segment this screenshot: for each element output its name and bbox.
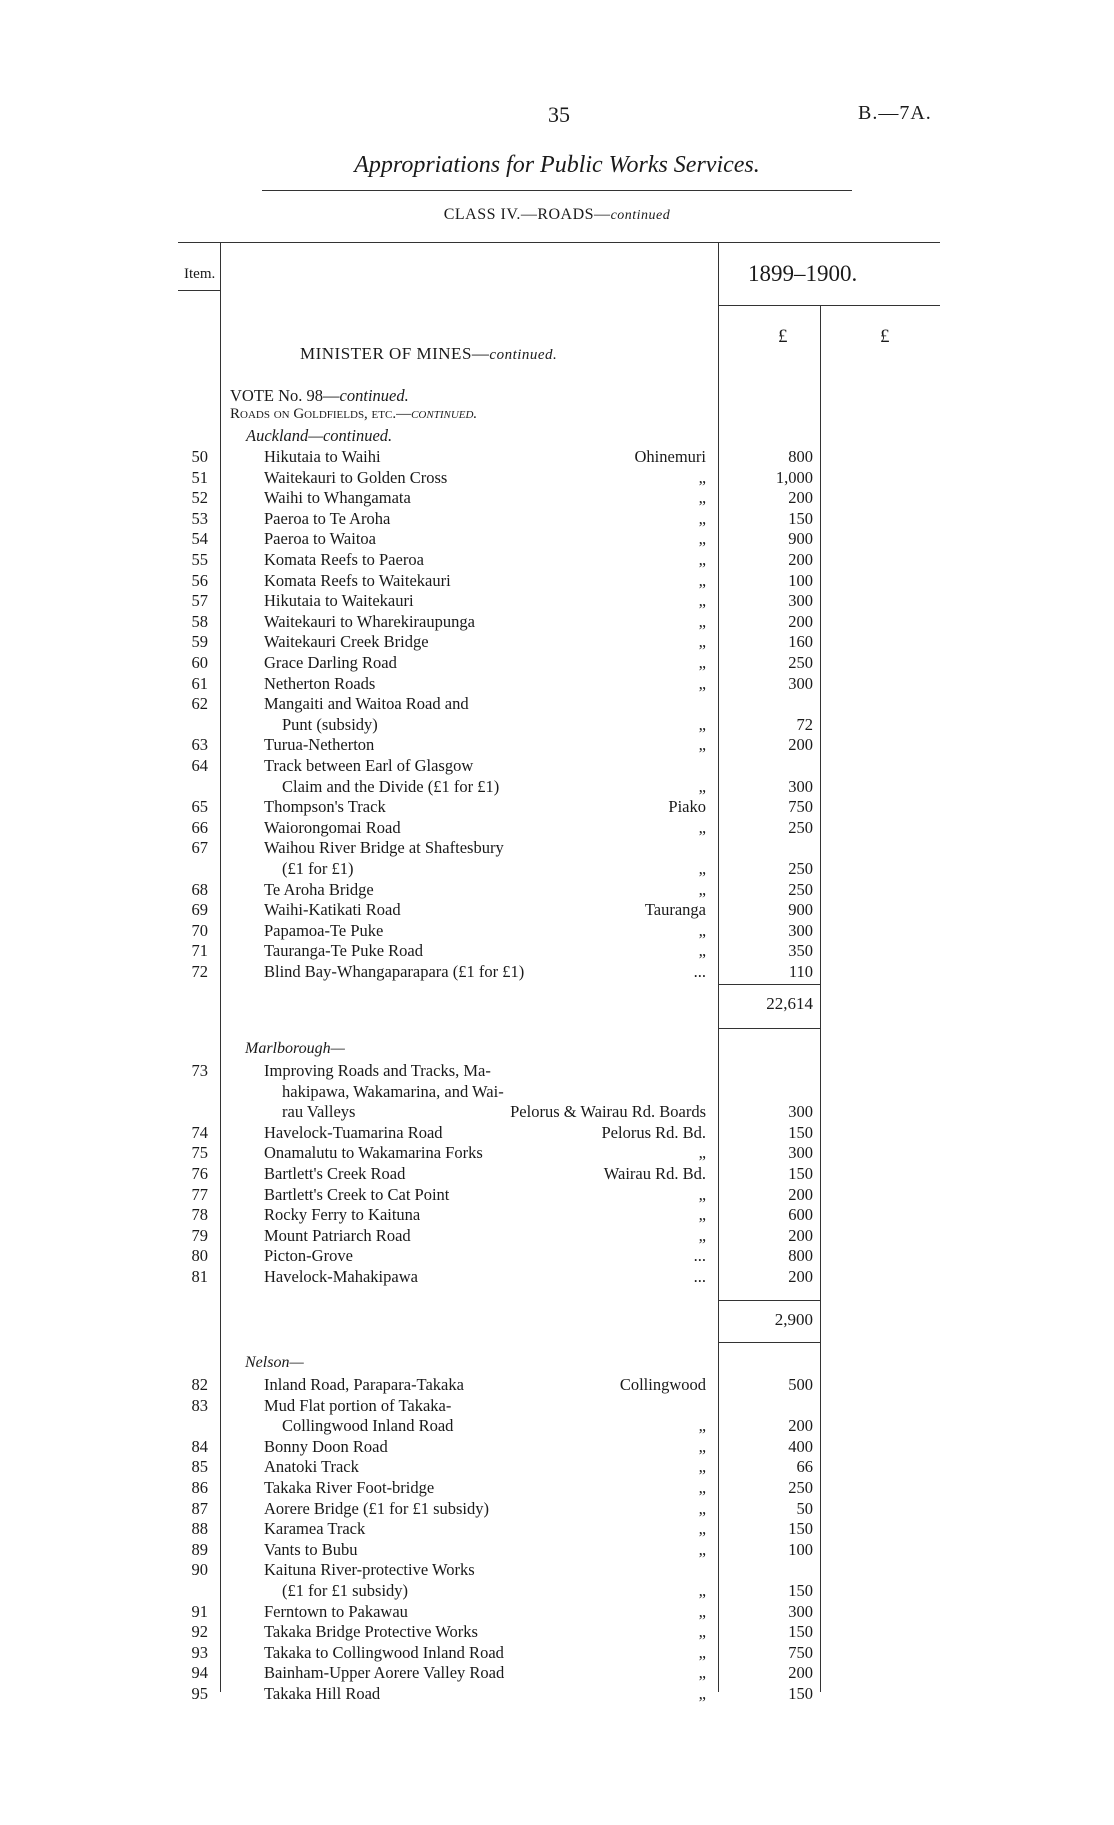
item-description: Anatoki Track <box>264 1457 359 1477</box>
vote-heading-main: VOTE No. 98— <box>230 386 340 405</box>
item-description: Te Aroha Bridge <box>264 879 374 899</box>
item-description: Takaka River Foot-bridge <box>264 1478 435 1497</box>
item-number: 79 <box>191 1225 208 1245</box>
amount: 200 <box>788 1267 813 1286</box>
item-number: 87 <box>191 1498 208 1518</box>
electoral-district: „ <box>698 941 706 961</box>
item-description: Havelock-Tuamarina Road <box>264 1122 443 1142</box>
item-number: 88 <box>191 1519 208 1539</box>
item-number: 50 <box>191 447 208 466</box>
item-description: Track between Earl of Glasgow <box>264 756 474 775</box>
item-description: (£1 for £1) <box>282 859 354 878</box>
item-description: Hikutaia to Waihi <box>264 447 381 466</box>
class-heading <box>0 206 1114 224</box>
item-number: 90 <box>191 1560 208 1580</box>
item-description: Blind Bay-Whangaparapara (£1 for £1) <box>264 962 525 981</box>
item-description: Punt (subsidy) <box>282 714 378 734</box>
subvote-heading-main: Roads on Goldfields, etc.— <box>230 406 412 422</box>
electoral-district: „ <box>698 859 706 878</box>
electoral-district: „ <box>698 1642 706 1662</box>
electoral-district: „ <box>698 488 706 508</box>
amount: 160 <box>788 632 813 652</box>
marlborough-total: 2,900 <box>774 1310 813 1329</box>
electoral-district: Tauranga <box>644 900 706 920</box>
item-description: Paeroa to Te Aroha <box>264 508 391 528</box>
item-description: Improving Roads and Tracks, Ma- <box>264 1061 491 1080</box>
amount: 200 <box>788 735 813 755</box>
electoral-district: „ <box>698 1622 706 1642</box>
electoral-district: „ <box>698 1416 706 1436</box>
subvote-heading-suffix: continued. <box>411 406 478 422</box>
auckland-total-bottom-rule <box>718 1028 820 1029</box>
item-number: 85 <box>191 1457 208 1477</box>
electoral-district: „ <box>698 1478 706 1497</box>
item-description: Bonny Doon Road <box>264 1436 388 1456</box>
item-number: 84 <box>191 1436 208 1456</box>
electoral-district: Pelorus & Wairau Rd. Boards <box>510 1102 706 1122</box>
amount: 300 <box>788 1143 813 1163</box>
item-description: Waitekauri to Golden Cross <box>264 467 448 487</box>
item-header-rule <box>178 290 220 291</box>
electoral-district: Ohinemuri <box>634 447 706 466</box>
electoral-district: „ <box>698 653 706 672</box>
item-number: 83 <box>191 1395 208 1415</box>
amount: 100 <box>788 570 813 590</box>
subvote-heading <box>230 406 477 423</box>
electoral-district: „ <box>698 550 706 569</box>
amount: 400 <box>788 1436 813 1456</box>
item-description: rau Valleys <box>282 1102 356 1122</box>
item-description: Netherton Roads <box>264 673 376 693</box>
amount: 200 <box>788 488 813 508</box>
item-number: 59 <box>191 632 208 652</box>
item-description: Takaka Hill Road <box>264 1684 381 1703</box>
item-description: Aorere Bridge (£1 for £1 subsidy) <box>264 1498 489 1518</box>
amount: 900 <box>788 529 813 549</box>
item-description: Mud Flat portion of Takaka- <box>264 1395 452 1415</box>
document-reference: B.—7A. <box>858 102 932 124</box>
nelson-heading: Nelson— <box>245 1354 304 1371</box>
item-description: Waitekauri to Wharekiraupunga <box>264 611 475 631</box>
electoral-district: „ <box>698 591 706 611</box>
item-number: 67 <box>191 838 208 858</box>
amount: 750 <box>788 1642 813 1662</box>
amount-column-divider <box>718 242 719 1692</box>
electoral-district: ... <box>693 1246 706 1266</box>
electoral-district: Piako <box>668 797 706 817</box>
marlborough-heading: Marlborough— <box>245 1040 345 1057</box>
electoral-district: „ <box>698 570 706 590</box>
item-description: Bartlett's Creek to Cat Point <box>264 1184 450 1204</box>
item-number: 51 <box>191 467 208 487</box>
item-description: Havelock-Mahakipawa <box>264 1267 418 1286</box>
year-column-header: 1899–1900. <box>748 261 858 286</box>
amount: 300 <box>788 591 813 611</box>
electoral-district: „ <box>698 1184 706 1204</box>
item-number: 91 <box>191 1601 208 1621</box>
amount: 900 <box>788 900 813 920</box>
electoral-district: „ <box>698 529 706 549</box>
item-number: 76 <box>191 1164 208 1183</box>
item-number: 54 <box>191 529 208 549</box>
item-description: Waihi to Whangamata <box>264 488 411 508</box>
electoral-district: „ <box>698 1436 706 1456</box>
item-number: 71 <box>191 941 208 961</box>
auckland-total: 22,614 <box>766 994 813 1013</box>
amount: 300 <box>788 920 813 940</box>
amount: 200 <box>788 1184 813 1204</box>
item-number: 55 <box>191 550 208 569</box>
minister-heading-suffix: continued. <box>489 347 558 363</box>
item-description: Vants to Bubu <box>264 1539 358 1559</box>
pound-header-2: £ <box>880 326 890 347</box>
amount: 200 <box>788 1416 813 1436</box>
item-number: 95 <box>191 1684 208 1703</box>
item-description: Collingwood Inland Road <box>282 1416 454 1436</box>
item-description: Picton-Grove <box>264 1246 353 1266</box>
auckland-heading: Auckland—continued. <box>246 426 393 445</box>
electoral-district: „ <box>698 735 706 755</box>
year-header-rule <box>718 305 940 306</box>
pound-header-1: £ <box>778 326 788 347</box>
electoral-district: „ <box>698 1539 706 1559</box>
item-number: 78 <box>191 1205 208 1225</box>
item-description: Claim and the Divide (£1 for £1) <box>282 776 500 796</box>
item-number: 61 <box>191 673 208 693</box>
item-description: Inland Road, Parapara-Takaka <box>264 1375 464 1394</box>
electoral-district: „ <box>698 632 706 652</box>
item-description: Waiorongomai Road <box>264 817 401 837</box>
electoral-district: „ <box>698 1581 706 1600</box>
amount: 66 <box>796 1457 813 1477</box>
amount: 250 <box>788 879 813 899</box>
amount: 200 <box>788 1663 813 1683</box>
electoral-district: „ <box>698 1684 706 1703</box>
page-title: Appropriations for Public Works Services. <box>354 152 760 178</box>
amount: 200 <box>788 1225 813 1245</box>
item-number: 69 <box>191 900 208 920</box>
electoral-district: „ <box>698 920 706 940</box>
item-number: 94 <box>191 1663 208 1683</box>
amount: 150 <box>788 1622 813 1642</box>
item-description: Kaituna River-protective Works <box>264 1560 475 1580</box>
electoral-district: „ <box>698 1225 706 1245</box>
amount: 150 <box>788 1122 813 1142</box>
item-number: 52 <box>191 488 208 508</box>
marlborough-total-bottom-rule <box>718 1342 820 1343</box>
vote-heading-suffix: continued. <box>339 386 409 405</box>
item-number: 89 <box>191 1539 208 1559</box>
item-description: Waihi-Katikati Road <box>264 900 401 920</box>
item-number: 66 <box>191 817 208 837</box>
item-description: Komata Reefs to Paeroa <box>264 550 424 569</box>
item-description: Grace Darling Road <box>264 653 397 672</box>
amount: 200 <box>788 550 813 569</box>
item-description: Karamea Track <box>264 1519 366 1539</box>
electoral-district: „ <box>698 1143 706 1163</box>
amount: 800 <box>788 1246 813 1266</box>
amount: 800 <box>788 447 813 466</box>
amount: 200 <box>788 611 813 631</box>
item-description: Bartlett's Creek Road <box>264 1164 406 1183</box>
item-number: 81 <box>191 1267 208 1286</box>
amount: 150 <box>788 1519 813 1539</box>
electoral-district: „ <box>698 879 706 899</box>
item-description: Turua-Netherton <box>264 735 375 755</box>
item-description: Mangaiti and Waitoa Road and <box>264 694 469 714</box>
amount: 1,000 <box>775 467 813 487</box>
auckland-total-rule <box>718 984 820 985</box>
class-heading-suffix: continued <box>610 208 671 223</box>
item-description: Takaka Bridge Protective Works <box>264 1622 478 1642</box>
amount: 250 <box>788 1478 813 1497</box>
item-description: Bainham-Upper Aorere Valley Road <box>264 1663 505 1683</box>
electoral-district: „ <box>698 1663 706 1683</box>
item-number: 62 <box>191 694 208 714</box>
item-description: Rocky Ferry to Kaituna <box>264 1205 421 1225</box>
amount: 250 <box>788 653 813 672</box>
electoral-district: „ <box>698 467 706 487</box>
item-description: Paeroa to Waitoa <box>264 529 376 549</box>
item-number: 65 <box>191 797 208 817</box>
item-number: 73 <box>191 1061 208 1080</box>
item-number: 53 <box>191 508 208 528</box>
item-number: 74 <box>191 1122 208 1142</box>
amount: 150 <box>788 1164 813 1183</box>
item-number: 82 <box>191 1375 208 1394</box>
amount: 72 <box>796 714 813 734</box>
amount: 150 <box>788 1581 813 1600</box>
amount: 600 <box>788 1205 813 1225</box>
amount: 250 <box>788 859 813 878</box>
item-description: Komata Reefs to Waitekauri <box>264 570 451 590</box>
amount: 300 <box>788 1601 813 1621</box>
item-number: 60 <box>191 653 208 672</box>
item-description: Mount Patriarch Road <box>264 1225 411 1245</box>
electoral-district: „ <box>698 508 706 528</box>
page-number: 35 <box>548 102 570 127</box>
electoral-district: „ <box>698 673 706 693</box>
item-number: 75 <box>191 1143 208 1163</box>
item-number: 77 <box>191 1184 208 1204</box>
electoral-district: „ <box>698 1205 706 1225</box>
amount: 750 <box>788 797 813 817</box>
item-description: Ferntown to Pakawau <box>264 1601 408 1621</box>
amount: 300 <box>788 1102 813 1122</box>
amount: 110 <box>788 962 813 981</box>
amount: 350 <box>788 941 813 961</box>
item-description: Thompson's Track <box>264 797 386 817</box>
electoral-district: „ <box>698 776 706 796</box>
title-rule <box>262 190 852 191</box>
item-number: 56 <box>191 570 208 590</box>
minister-heading-main: MINISTER OF MINES— <box>300 344 490 363</box>
electoral-district: „ <box>698 817 706 837</box>
item-description: Papamoa-Te Puke <box>264 920 384 940</box>
item-description: Onamalutu to Wakamarina Forks <box>264 1143 483 1163</box>
amount: 250 <box>788 817 813 837</box>
item-number: 58 <box>191 611 208 631</box>
item-number: 80 <box>191 1246 208 1266</box>
electoral-district: Pelorus Rd. Bd. <box>601 1122 706 1142</box>
item-number: 63 <box>191 735 208 755</box>
electoral-district: „ <box>698 1601 706 1621</box>
item-number: 93 <box>191 1642 208 1662</box>
item-description: (£1 for £1 subsidy) <box>282 1581 409 1600</box>
item-description: Tauranga-Te Puke Road <box>264 941 423 961</box>
item-description: Waitekauri Creek Bridge <box>264 632 429 652</box>
item-column-divider <box>220 242 221 1692</box>
item-number: 86 <box>191 1478 208 1497</box>
item-number: 68 <box>191 879 208 899</box>
amount: 300 <box>788 673 813 693</box>
item-description: Waihou River Bridge at Shaftesbury <box>264 838 504 858</box>
minister-heading <box>300 344 557 364</box>
vote-heading <box>230 386 409 406</box>
item-number: 72 <box>191 962 208 981</box>
electoral-district: Collingwood <box>619 1375 706 1394</box>
amount: 50 <box>796 1498 813 1518</box>
amount: 150 <box>788 508 813 528</box>
electoral-district: „ <box>698 714 706 734</box>
item-description: Hikutaia to Waitekauri <box>264 591 414 611</box>
amount: 300 <box>788 776 813 796</box>
item-description: hakipawa, Wakamarina, and Wai- <box>282 1081 504 1101</box>
electoral-district: ... <box>693 962 706 981</box>
electoral-district: ... <box>693 1267 706 1286</box>
class-heading-main: CLASS IV.—ROADS— <box>443 206 611 223</box>
item-number: 64 <box>191 756 208 775</box>
item-number: 92 <box>191 1622 208 1642</box>
total-column-divider <box>820 306 821 1692</box>
item-description: Takaka to Collingwood Inland Road <box>264 1642 504 1662</box>
item-number: 57 <box>191 591 208 611</box>
item-number: 70 <box>191 920 208 940</box>
amount: 500 <box>788 1375 813 1394</box>
electoral-district: Wairau Rd. Bd. <box>603 1164 706 1183</box>
table-top-rule <box>178 242 940 243</box>
amount: 150 <box>788 1684 813 1703</box>
electoral-district: „ <box>698 1457 706 1477</box>
marlborough-total-rule <box>718 1300 820 1301</box>
electoral-district: „ <box>698 1519 706 1539</box>
electoral-district: „ <box>698 611 706 631</box>
item-column-header: Item. <box>184 266 216 282</box>
electoral-district: „ <box>698 1498 706 1518</box>
amount: 100 <box>788 1539 813 1559</box>
